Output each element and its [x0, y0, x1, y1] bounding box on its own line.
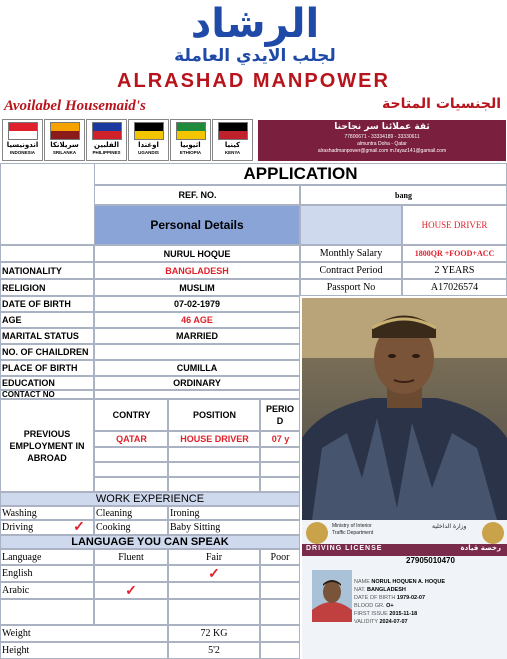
languages-col-language: Language: [0, 549, 94, 565]
available-nationalities-arabic: الجنسيات المتاحة: [381, 96, 501, 112]
employment-empty-cell: [260, 447, 300, 462]
flag-name-english: INDONESIA: [9, 150, 35, 155]
flag-name-english: ETHIOPIA: [179, 150, 202, 155]
employment-empty-cell: [94, 447, 168, 462]
employment-empty-cell: [168, 462, 260, 477]
position-value: HOUSE DRIVER: [402, 205, 507, 245]
contact-slogan: ثقة عملائنا سر نجاحنا: [334, 122, 430, 132]
flag-name-english: KENYA: [224, 150, 241, 155]
blank-row: [168, 599, 260, 625]
ref-value: bang: [300, 185, 507, 205]
contract-period-value: 2 YEARS: [402, 262, 507, 279]
flag-name-arabic: اثيوبيا: [180, 141, 201, 149]
children-label: NO. OF CHAILDREN: [0, 344, 94, 360]
license-title-bar: [302, 544, 507, 556]
contact-no-label: CONTACT NO: [0, 390, 94, 399]
license-validity-row: [354, 618, 445, 626]
employment-empty-cell: [168, 447, 260, 462]
applicant-photo: [302, 298, 507, 520]
flag-name-arabic: الفلبين: [94, 141, 119, 149]
contact-banner: [258, 120, 506, 161]
contract-period-label: Contract Period: [300, 262, 402, 279]
flag-name-arabic: سريلانكا: [50, 141, 79, 149]
flag-tile-ethiopia: [170, 119, 211, 161]
blank-row: [260, 599, 300, 625]
employment-empty-cell: [260, 462, 300, 477]
nationality-value: BANGLADESH: [94, 262, 300, 279]
ref-label: REF. NO.: [94, 185, 300, 205]
language-arabic: Arabic: [0, 582, 94, 599]
nationality-label: NATIONALITY: [0, 262, 94, 279]
language-english-fair: [168, 565, 260, 582]
flag-icon: [218, 122, 248, 140]
employment-empty-cell: [260, 477, 300, 492]
employment-col-period: PERIOD: [260, 399, 300, 431]
traffic-emblem-icon: [482, 522, 504, 544]
license-first-issue-row: [354, 610, 445, 618]
license-nat-label: NAT.: [354, 587, 366, 593]
license-blood-value: O+: [386, 603, 394, 609]
ministry-en: Ministry of Interior: [332, 523, 372, 529]
work-item-driving: [0, 520, 94, 535]
language-arabic-fair: [168, 582, 260, 599]
logo-tagline-arabic: لجلب الايدي العاملة: [174, 46, 336, 66]
religion-value: MUSLIM: [94, 279, 300, 296]
weight-blank: [260, 625, 300, 642]
name-label-blank: [0, 245, 94, 262]
flag-icon: [50, 122, 80, 140]
license-blood-row: [354, 602, 445, 610]
work-item-baby-sitting: Baby Sitting: [168, 520, 300, 535]
children-value: [94, 344, 300, 360]
license-title-en: DRIVING LICENSE: [306, 545, 383, 552]
employment-col-position: POSITION: [168, 399, 260, 431]
flag-name-english: UGANDIS: [138, 150, 159, 155]
license-first-issue-label: FIRST ISSUE: [354, 611, 388, 617]
license-blood-label: BLOOD GR.: [354, 603, 385, 609]
flag-icon: [92, 122, 122, 140]
contact-phones: 77800671 - 33334189 - 33330611: [344, 134, 420, 140]
place-of-birth-value: CUMILLA: [94, 360, 300, 376]
employment-empty-cell: [168, 477, 260, 492]
contact-emails: alrashadmanpower@gmail.com m.fayaz141@gamail.com: [317, 148, 447, 154]
dob-value: 07-02-1979: [94, 296, 300, 312]
age-label: AGE: [0, 312, 94, 328]
work-item-driving-label: Driving: [2, 522, 34, 533]
salary-value: 1800QR +FOOD+ACC: [402, 245, 507, 262]
license-dob-row: [354, 594, 445, 602]
height-blank: [260, 642, 300, 659]
language-english-poor: [260, 565, 300, 582]
flag-name-arabic: اوغندا: [138, 141, 159, 149]
languages-col-fluent: Fluent: [94, 549, 168, 565]
ministry-ar: وزارة الداخلية: [432, 523, 467, 530]
license-first-issue-value: 2015-11-18: [389, 611, 418, 617]
religion-label: RELIGION: [0, 279, 94, 296]
contact-address: almuntra Doha - Qatar: [357, 141, 407, 147]
qatar-emblem-icon: [306, 522, 328, 544]
license-title-ar: رخصة قيادة: [460, 544, 501, 552]
employment-row-country: QATAR: [94, 431, 168, 447]
height-label: Height: [0, 642, 168, 659]
work-experience-header: WORK EXPERIENCE: [0, 492, 300, 506]
license-name-label: NAME: [354, 579, 370, 585]
work-item-ironing: Ironing: [168, 506, 300, 520]
employment-col-country: CONTRY: [94, 399, 168, 431]
license-validity-label: VALIDITY: [354, 619, 378, 625]
education-label: EDUCATION: [0, 376, 94, 390]
name-value: NURUL HOQUE: [94, 245, 300, 262]
checkmark-icon: ✓: [125, 582, 137, 598]
license-dob-label: DATE OF BIRTH: [354, 595, 396, 601]
marital-status-value: MARRIED: [94, 328, 300, 344]
employment-row-period: 07 y: [260, 431, 300, 447]
flag-name-arabic: اندونيسيا: [6, 141, 39, 149]
language-english-fluent: [94, 565, 168, 582]
language-arabic-fluent: [94, 582, 168, 599]
language-english: English: [0, 565, 94, 582]
blank-row: [0, 599, 94, 625]
dob-label: DATE OF BIRTH: [0, 296, 94, 312]
employment-empty-cell: [94, 462, 168, 477]
flag-tile-indonesia: [2, 119, 43, 161]
logo-arabic: الرشاد: [190, 1, 320, 47]
previous-employment-label: PREVIOUS EMPLOYMENT IN ABROAD: [0, 399, 94, 492]
flag-name-english: SRILANKA: [52, 150, 77, 155]
checkmark-icon: ✓: [208, 565, 220, 581]
employment-empty-cell: [94, 477, 168, 492]
height-value: 5'2: [168, 642, 260, 659]
place-of-birth-label: PLACE OF BIRTH: [0, 360, 94, 376]
nationality-flags: [2, 119, 254, 161]
flag-tile-srilanka: [44, 119, 85, 161]
flag-tile-kenya: [212, 119, 253, 161]
passport-value: A17026574: [402, 279, 507, 296]
weight-value: 72 KG: [168, 625, 260, 642]
license-validity-value: 2024-07-07: [379, 619, 408, 625]
form-title: APPLICATION: [94, 163, 507, 185]
dept-en: Traffic Department: [332, 530, 374, 536]
weight-label: Weight: [0, 625, 168, 642]
flag-name-arabic: كينيا: [224, 141, 241, 149]
position-blank: [300, 205, 402, 245]
language-arabic-poor: [260, 582, 300, 599]
flag-name-english: PHILIPPINES: [92, 150, 121, 155]
work-item-cleaning: Cleaning: [94, 506, 168, 520]
languages-col-poor: Poor: [260, 549, 300, 565]
flag-icon: [134, 122, 164, 140]
checkmark-icon: ✓: [73, 520, 85, 535]
available-housemaids-label: Avoilabel Housemaid's: [4, 98, 146, 114]
logo-english: ALRASHAD MANPOWER: [117, 70, 390, 92]
employment-row-position: HOUSE DRIVER: [168, 431, 260, 447]
languages-header: LANGUAGE YOU CAN SPEAK: [0, 535, 300, 549]
license-photo: [312, 570, 352, 622]
education-value: ORDINARY: [94, 376, 300, 390]
license-name-value: NORUL HOQUEN A. HOQUE: [371, 579, 446, 585]
work-item-cooking: Cooking: [94, 520, 168, 535]
license-nat-value: BANGLADESH: [367, 587, 406, 593]
personal-details-header: Personal Details: [94, 205, 300, 245]
license-name-row: [354, 578, 445, 586]
age-value: 46 AGE: [94, 312, 300, 328]
license-photo-illustration: [312, 570, 352, 622]
applicant-photo-illustration: [302, 298, 507, 520]
flag-icon: [8, 122, 38, 140]
marital-status-label: MARITAL STATUS: [0, 328, 94, 344]
license-dob-value: 1979-02-07: [396, 595, 426, 601]
driving-license-image: [302, 520, 507, 659]
flag-tile-philippines: [86, 119, 127, 161]
work-item-washing: Washing: [0, 506, 94, 520]
license-nat-row: [354, 586, 445, 594]
languages-col-fair: Fair: [168, 549, 260, 565]
license-fields: [354, 578, 445, 626]
flag-tile-ugandis: [128, 119, 169, 161]
contact-no-value: [94, 390, 300, 399]
left-blank: [0, 163, 94, 245]
license-number: 27905010470: [406, 556, 455, 565]
salary-label: Monthly Salary: [300, 245, 402, 262]
blank-row: [94, 599, 168, 625]
flag-icon: [176, 122, 206, 140]
passport-label: Passport No: [300, 279, 402, 296]
